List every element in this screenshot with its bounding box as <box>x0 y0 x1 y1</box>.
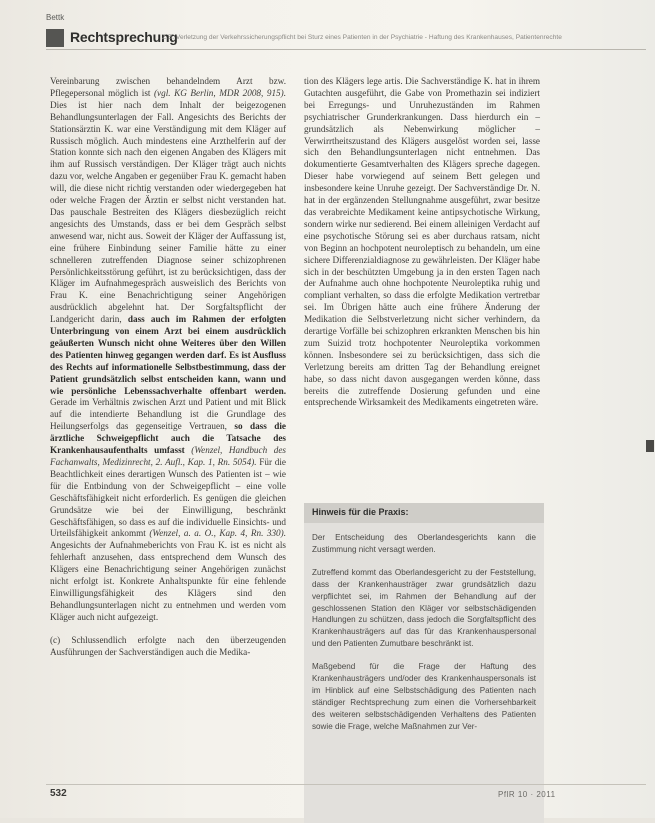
page-title: Rechtsprechung <box>70 29 178 45</box>
section-marker <box>46 29 64 47</box>
section-label: Bettk <box>46 13 65 22</box>
hint-box-heading: Hinweis für die Praxis: <box>304 503 544 523</box>
footer-divider <box>46 784 646 785</box>
left-paragraph-1: Vereinbarung zwischen behandelndem Arzt bzw. Pflegepersonal möglich ist (vgl. KG Berlin, MDR 2008, 915). Dies ist hier nach dem Inhalt der beigezogenen Behandlungsunterlagen der Fall. Angesichts des Berichts der Stationsärztin K. war eine Verständigung mit dem Kläger auf Russisch möglich. Auch mindestens eine Arzthelferin auf der Station konnte sich nach den eigenen Angaben des Klägers mit ihm auf Russisch verständigen. Der Kläger trägt auch nichts dazu vor, welche Angaben er gegenüber Frau K. gemacht haben will, die diese nicht richtig verstanden oder wiedergegeben hat oder welche Fragen der Ärztin er selbst nicht verstanden hat. Das pauschale Bestreiten des Klägers diesbezüglich reicht angesichts des Umstands, dass er bei dem Gespräch selbst anwesend war, nicht aus. Soweit der Kläger der Auffassung ist, eine frühere Einbindung seiner Familie hätte zu einer schnelleren zutreffenden Diagnose seiner schizophrenen Persönlichkeitsstörung geführt, ist zu berücksichtigen, dass der Kläger im Aufnahmegespräch ausweislich des Berichts von Frau K. eine Benachrichtigung seiner Angehörigen ausdrücklich abgelehnt hat. Der Sorgfaltspflicht der Landgericht darin, dass auch im Rahmen der erfolgten Unterbringung von einem Arzt bei einem ausdrücklich geäußerten Wunsch nicht ohne Weiteres über den Willen des Patienten hinweg gegangen werden darf. Es ist Ausfluss des Rechts auf informationelle Selbstbestimmung, dass der Patient grundsätzlich selbst entscheiden kann, wann und wie persönliche Lebenssachverhalte offenbart werden. Gerade im Verhältnis zwischen Arzt und Patient und mit Blick auf die intendierte Behandlung ist die Grundlage des Heilungserfolgs das gegenseitige Vertrauen, so dass die ärztliche Schweigepflicht auch die Tatsache des Krankenhausaufenthalts umfasst (Wenzel, Handbuch des Fachanwalts, Medizinrecht, 2. Aufl., Kap. 1, Rn. 5054). Für die Beachtlichkeit eines derartigen Wunsch des Patienten ist – wie für die Entbindung von der Schweigepflicht – eine volle Geschäftsfähigkeit nicht erforderlich. Es genügen die gleichen Grundsätze wie bei der Einwilligung, beschränkt Geschäftsfähigen, so dass es auf die individuelle Einsichts- und Urteilsfähigkeit ankommt (Wenzel, a. a. O., Kap. 4, Rn. 330). Angesichts der Aufnahmeberichts von Frau K. ist es nicht als fehlerhaft anzusehen, dass entsprechend dem Wunsch des Klägers eine Benachrichtigung seiner Angehörigen zunächst nicht erfolgt ist. Konkrete Anhaltspunkte für eine fehlende Einwilligungsfähigkeit des Klägers sind den Behandlungsunterlagen nicht zu entnehmen und werden vom Kläger auch nicht aufgezeigt. <box>50 76 287 622</box>
hint-paragraph: Zutreffend kommt das Oberlandesgericht zu der Feststellung, dass der Krankenhausträger zwar grundsätzlich dazu verpflichtet sei, im Rahmen der Behandlung auf der geschlossenen Station den Kläger vor selbstschädigenden Handlungen zu schützen, dass jedoch die Sorgfaltspflicht des Krankenhausträgers auf das für das Krankenhauspersonal und den Patienten Zumutbare beschränkt ist. <box>312 567 536 649</box>
right-paragraph-1: tion des Klägers lege artis. Die Sachverständige K. hat in ihrem Gutachten ausgeführt, die Gabe von Promethazin sei indiziert bei Erregungs- und Unruhezuständen im Rahmen psychiatrischer Grunderkrankungen. Dass hierdurch ein – grundsätzlich als Nebenwirkung möglicher – Verwirrtheitszustand des Klägers ausgelöst worden sei, lasse sich den Behandlungsunterlagen nicht entnehmen. Das dokumentierte Gesamtverhalten des Klägers spreche dagegen. Dieser habe vorwiegend auf seinem Bett gelegen und insbesondere keine Unruhe gezeigt. Der Sachverständige Dr. N. hat in der ergänzenden Stellungnahme ausgeführt, zwar besitze das verabreichte Medikament keine antipsychotische Wirkung, sondern wirke nur sedierend. Bei einem alleinigen Verdacht auf eine psychotische Störung sei es aber durchaus ratsam, nicht von Beginn an hochpotent neuroleptisch zu behandeln, um eine sichere Differenzialdiagnose zu gewährleisten. Der Kläger habe sich in der beschützten Umgebung ja in den ersten Tagen nach der Aufnahme auch ohne hochpotente Neuroleptika ruhig und compliant verhalten, so dass die erfolgte Medikation vertretbar sei. Im Übrigen hätte auch eine frühere Änderung der Medikation die Selbstverletzung nicht sicher verhindern, da derartige Vorfälle bei schizophren erkrankten Menschen bis hin zum Suizid trotz hochpotenter Neuroleptika vorkommen können. Insbesondere sei zu berücksichtigen, dass sich die Verletzung bereits am dritten Tag der Behandlung ereignet habe, so dass nicht davon ausgegangen werden könne, dass bereits die zutreffende Dosierung gefunden und eine entsprechende Wirksamkeit des Medikaments eingetreten wäre. <box>304 76 540 408</box>
hint-box-body <box>304 523 544 733</box>
hint-paragraph: Der Entscheidung des Oberlandesgerichts kann die Zustimmung nicht versagt werden. <box>312 533 536 554</box>
emphasized-passage: so dass die ärztliche Schweigepflicht auch die Tatsache des Krankenhausaufenthalts umfasst <box>50 421 286 456</box>
citation: (Wenzel, Handbuch des Fachanwalts, Medizinrecht, 2. Aufl., Kap. 1, Rn. 5054). <box>50 445 286 467</box>
journal-issue: PflR 10 · 2011 <box>498 790 556 799</box>
right-text-column <box>304 76 540 409</box>
left-paragraph-2: (c) Schlussendlich erfolgte nach den überzeugenden Ausführungen der Sachverständigen auch die Medika- <box>50 634 286 657</box>
practice-hint-box <box>304 503 544 823</box>
page-number: 532 <box>50 788 67 799</box>
emphasized-passage: dass auch im Rahmen der erfolgten Unterbringung von einem Arzt bei einem ausdrücklich geäußerten Wunsch nicht ohne Weiteres über den Willen des Patienten hinweg gegangen werden darf. Es ist Ausfluss des Rechts auf informationelle Selbstbestimmung, dass der Patient grundsätzlich selbst entscheiden kann, wann und wie persönliche Lebenssachverhalte offenbart werden. <box>50 314 287 396</box>
header-divider <box>46 49 646 50</box>
citation: (vgl. KG Berlin, MDR 2008, 915). <box>154 87 286 98</box>
page-edge-marker <box>646 440 654 452</box>
page-subtitle: Z.B. Verletzung der Verkehrssicherungspflicht bei Sturz eines Patienten in der Psychiatrie - Haftung des Krankenhauses, Patientenrechte <box>162 34 562 41</box>
hint-paragraph: Maßgebend für die Frage der Haftung des Krankenhausträgers und/oder des Krankenhauspersonals ist im Hinblick auf eine Selbstschädigung des Patienten nach ständiger Rechtsprechung zum einen die Vorhersehbarkeit des weiteren selbstschädigenden Verhaltens des Patienten sowie die Frage, welche Maßnahmen zur Ver- <box>312 662 536 731</box>
left-text-column <box>50 76 286 659</box>
citation: (Wenzel, a. a. O., Kap. 4, Rn. 330). <box>149 528 286 539</box>
